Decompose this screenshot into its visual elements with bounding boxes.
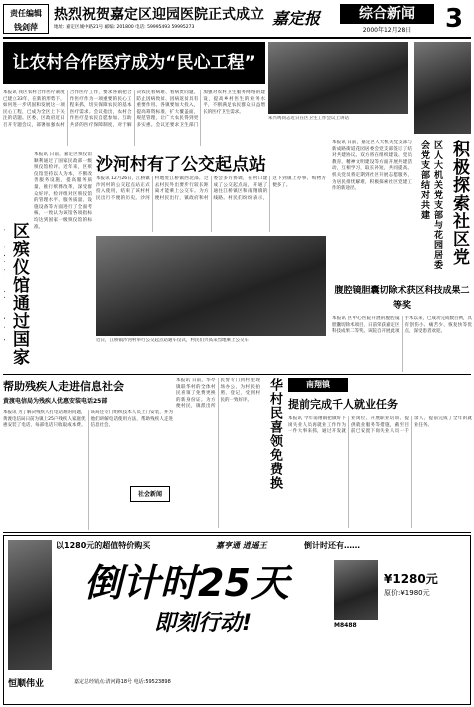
ad-block — [3, 535, 471, 705]
masthead-headline: 热烈祝贺嘉定区迎园医院正式成立 — [54, 7, 264, 22]
bus-photo — [96, 236, 326, 336]
mid-rule — [3, 374, 471, 375]
nanxiang-headline: 提前完成千人就业任务 — [288, 398, 398, 411]
disabled-subhead: 黄渡电信局为残疾人优惠安装电话25部 — [3, 398, 108, 405]
lead-photo-caption: 朱兴鸣同志近日在区卫生工作会议上讲话 — [268, 116, 349, 121]
archive-headline: 区殡仪馆通过国家 — [9, 222, 29, 366]
ad-phone-photo — [334, 560, 378, 620]
ad-rule — [3, 532, 471, 533]
lead-headline: 让农村合作医疗成为“民心工程” — [3, 42, 265, 84]
community-body: 本报讯 日前，嘉定区人大机关党支部与新成路街道花园居委会党支部签订了结对共建协议。双方将在组织建设、党员教育、精神文明建设等方面开展共建活动，互相学习，取长补短，共同提高。机关党员将定期到社区开展志愿服务，为居民排忧解难，积极探索社区党建工作的新途径。 — [332, 140, 412, 192]
disabled-headline: 帮助残疾人走进信息社会 — [3, 380, 124, 393]
newspaper-logo: 嘉定报 — [272, 9, 321, 28]
ad-model-photo — [8, 540, 52, 670]
editor-box — [3, 4, 49, 34]
hospital-body: 本报讯 区中心医院开展的腹腔镜胆囊切除术项目，日前荣获嘉定区科技成果二等奖。该院自开展此项手术以来，已成功完成数百例，具有创伤小、痛苦少、恢复快等优点，深受患者欢迎。 — [332, 316, 472, 335]
ad-top-line: 以1280元的超值特价购买 — [56, 541, 151, 550]
community-headline: 积极探索社区党 — [449, 140, 469, 266]
ad-price-orig: 原价:¥1980元 — [384, 589, 430, 597]
bus-body: 本报讯 12月26日，江桥镇沙河村的公交起点站正式投入使用，结束了该村村民出行不便的历史。沙河村地处江桥镇西北部，过去村民外出要步行较长距离才能乘上公交车。为方便村民出行，镇政府和村委会多方协调，在村口建成了公交起点站，开通了通往江桥镇区和南翔镇的线路。村民们纷纷表示，这下到镇上办事、购物方便多了。 — [96, 176, 326, 201]
ad-countdown-label: 倒计时还有…… — [304, 541, 360, 550]
community-subhead: 区人大机关党支部与花园居委会党支部结对共建 — [419, 140, 442, 270]
tour-body: 本报讯 日前，华亭镇联华村的全体村民喜领了免费更换的新身份证。为方便村民，镇派出所民警专门到村里现场办公，为村民拍照、登记，受到村民的一致好评。 — [176, 378, 260, 410]
ad-company: 恒顺伟业 — [8, 679, 45, 689]
editor-label: 责任编辑 — [10, 9, 42, 18]
disabled-body: 本报讯 为了解决残疾人打电话难的问题，黄渡电信局日前为镇上25户残疾人家庭优惠安装了电话，每部电话只收取成本费。该局还专门组织技术人员上门安装，并为他们讲解电话使用方法，帮助残疾人走进信息社会。 — [3, 410, 173, 429]
nanxiang-body: 本报讯 今年南翔镇把做好下岗失业人员再就业工作作为一件大事来抓，通过开发就业岗位、开展职业培训、提供就业服务等措施，截至目前已安置下岗失业人员一千余人，提前完成了全年的就业任务。 — [288, 416, 472, 435]
nanxiang-section-label: 南翔镇 — [288, 378, 348, 392]
lead-body: 本报讯 我区农村合作医疗制度已建立33年，在新的形势下，如何进一步巩固和发展这一项民心工程，已成为全区上下关注的话题。区委、区政府近日召开专题会议，部署加强农村合作医疗工作，要求各镇把合作医疗作为一项重要的民心工程来抓，切实保障农民的基本医疗需求。会议指出，农村合作医疗是农民自愿参加、互助共济的医疗保障制度，对于解决农民看病难、看病贵问题，防止因病致贫、因病返贫具有重要作用。各镇要加大投入，提高筹资标准，扩大覆盖面，规范管理，让广大农民得到更多实惠。会议还要求卫生部门加强对农村卫生服务网络的建设，提高乡村医生的业务水平，不断满足农民群众日益增长的医疗卫生需求。 — [3, 90, 265, 128]
masthead-info: 地址: 嘉定区城中路21号 邮编: 201800 电话: 59995493 59995273 — [54, 25, 195, 30]
bus-caption: 近日，江桥镇沙河村举行公交起点站通车仪式，村民们兴高采烈地乘上公交车 — [96, 338, 249, 343]
ad-address: 嘉定总经销点:清河路18号 电话:59523898 — [74, 679, 171, 685]
community-photo — [414, 42, 471, 134]
archive-body: 本报讯 日前，嘉定区殡仪馆顺利通过了国家民政部一级殡仪馆检评。近年来，区殡仪馆坚持以人为本，不断改善服务设施，提高服务质量，推行殡葬改革，深受群众好评。检评组对区殡仪馆的管理水平、服务质量、设施设备等方面进行了全面考核，一致认为该馆各项指标均达到国家一级殡仪馆的标准。 — [34, 152, 92, 230]
ad-brand: 嘉亨通 逍遥王 — [216, 541, 267, 550]
social-news-badge: 社会新闻 — [130, 486, 170, 502]
section-title: 综合新闻 — [340, 4, 434, 24]
page-number: 3 — [444, 4, 464, 34]
tour-headline: 华村民喜领免费换 — [267, 378, 282, 490]
editor-name: 钱剑萍 — [14, 23, 38, 32]
lead-photo — [268, 42, 408, 114]
ad-big-text: 倒计时25天 — [84, 561, 289, 605]
hospital-headline: 腹腔镜胆囊切除术获区科技成果二等奖 — [334, 286, 470, 311]
bus-headline: 沙河村有了公交起点站 — [96, 155, 266, 174]
issue-date: 2000年12月28日 — [362, 27, 412, 34]
ad-price-now: ¥1280元 — [384, 572, 438, 586]
ad-sub-text: 即刻行动! — [154, 611, 253, 636]
ad-model-no: M8488 — [334, 622, 357, 629]
masthead-rule — [3, 37, 471, 39]
